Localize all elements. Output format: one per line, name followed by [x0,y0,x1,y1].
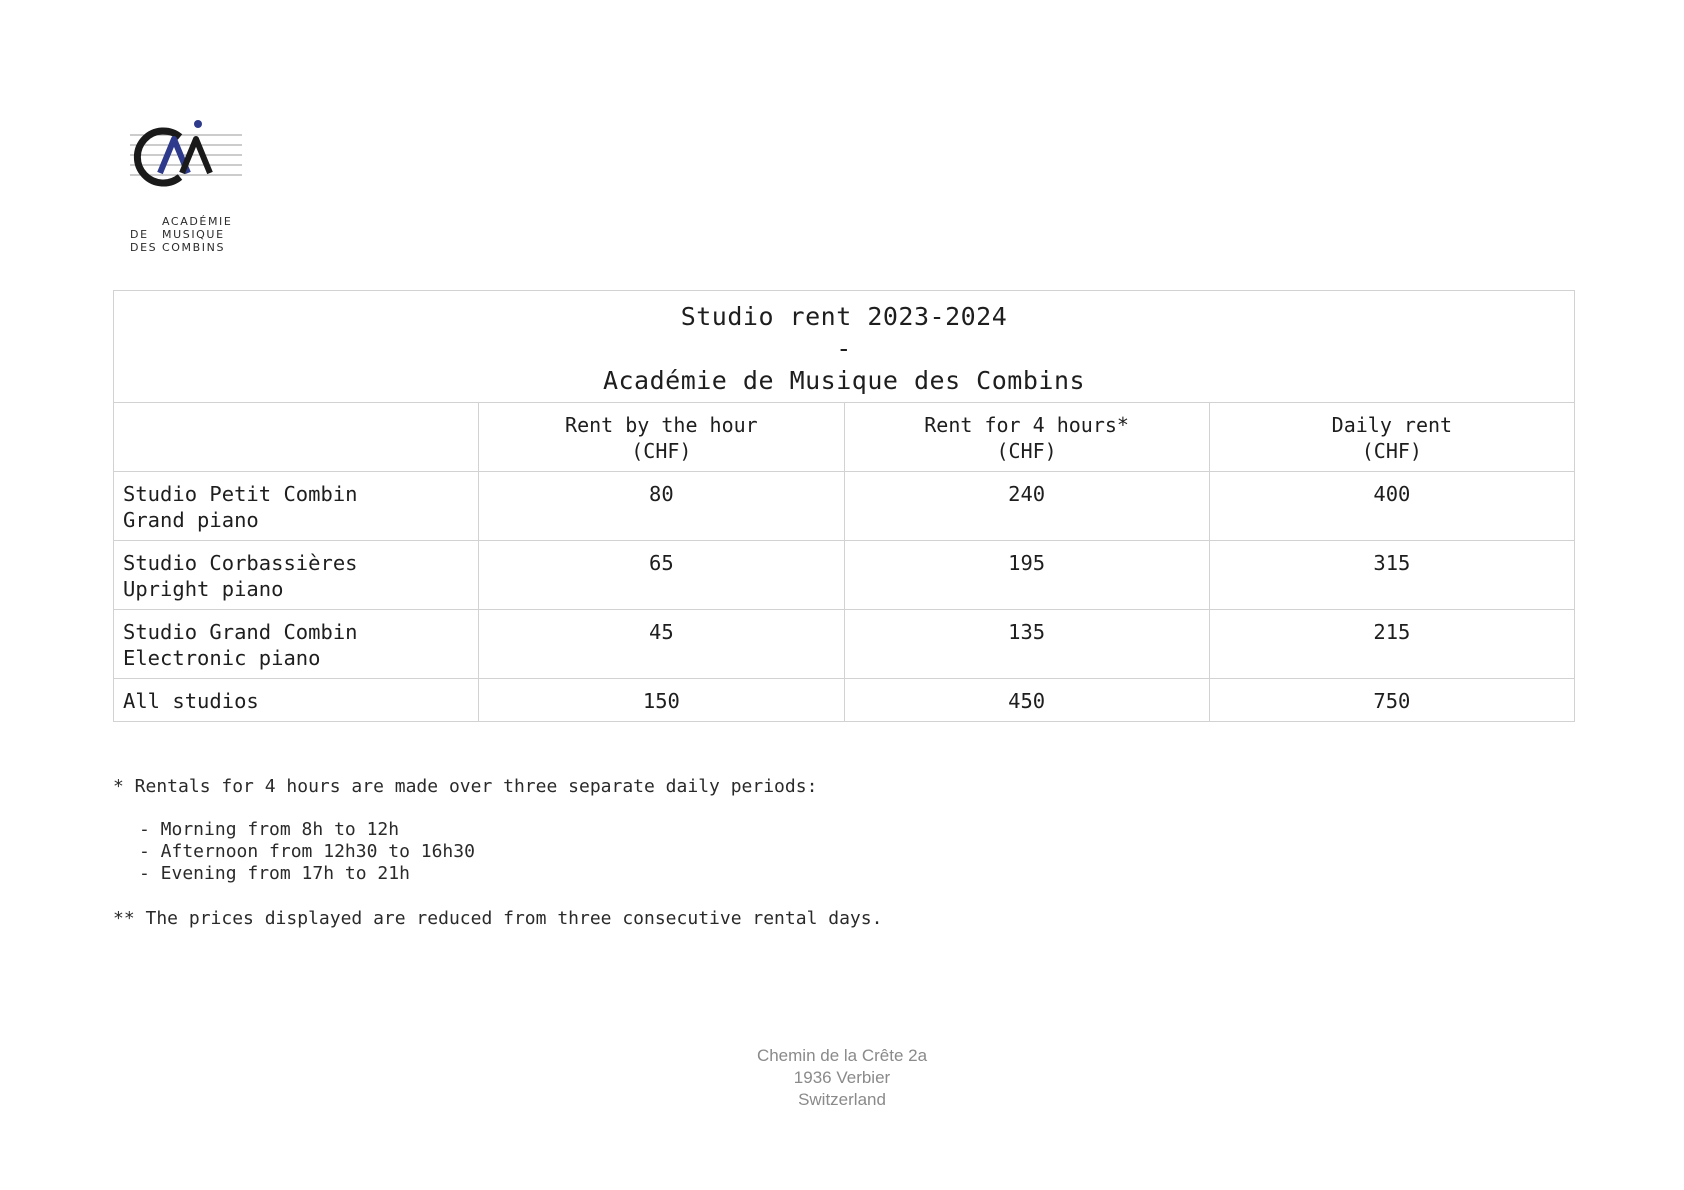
price-daily: 400 [1209,472,1574,541]
studio-name: Studio Petit Combin [123,482,358,506]
logo-word-musique: MUSIQUE [162,228,225,241]
column-header-hourly [479,403,844,472]
table-title [114,291,1575,403]
price-four-hours: 240 [844,472,1209,541]
studio-name-cell [114,541,479,610]
studio-rent-table [113,290,1575,722]
studio-name: Studio Grand Combin [123,620,358,644]
table-row [114,541,1575,610]
logo-wordmark [130,215,250,254]
address-country: Switzerland [798,1090,886,1109]
table-row [114,679,1575,722]
rental-periods-list [113,819,1313,885]
column-header-studio [114,403,479,472]
price-four-hours: 135 [844,610,1209,679]
column-header-four-hours [844,403,1209,472]
price-hourly: 150 [479,679,844,722]
column-header-unit: (CHF) [996,439,1057,463]
table-row [114,610,1575,679]
table-title-line: Académie de Musique des Combins [602,366,1086,395]
logo-word-combins: COMBINS [162,241,226,254]
studio-piano-type: Upright piano [123,577,284,601]
price-four-hours: 195 [844,541,1209,610]
column-header-unit: (CHF) [631,439,692,463]
logo-word-de: DE [130,228,149,241]
logo-word-academie: ACADÉMIE [162,215,233,228]
rental-notes [113,775,1313,931]
price-daily: 750 [1209,679,1574,722]
table-row [114,472,1575,541]
column-header-label: Rent by the hour [565,413,758,437]
studio-name-cell [114,610,479,679]
column-header-unit: (CHF) [1361,439,1422,463]
logo-word-des: DES [130,241,158,254]
column-header-label: Rent for 4 hours* [924,413,1129,437]
price-four-hours: 450 [844,679,1209,722]
column-header-daily [1209,403,1574,472]
list-item: - Evening from 17h to 21h [139,863,410,884]
studio-piano-type: Electronic piano [123,646,321,670]
studio-name: All studios [123,689,259,713]
price-daily: 315 [1209,541,1574,610]
list-item: - Afternoon from 12h30 to 16h30 [139,841,475,862]
address-footer [0,1045,1684,1111]
address-street: Chemin de la Crête 2a [756,1046,928,1065]
studio-name-cell [114,679,479,722]
footnote-reduced-prices: ** The prices displayed are reduced from three consecutive rental days. [113,908,883,929]
price-hourly: 80 [479,472,844,541]
price-hourly: 45 [479,610,844,679]
academy-logo [130,115,250,260]
price-daily: 215 [1209,610,1574,679]
studio-name-cell [114,472,479,541]
address-city: 1936 Verbier [793,1068,891,1087]
price-hourly: 65 [479,541,844,610]
column-header-label: Daily rent [1331,413,1453,437]
table-title-separator: - [836,334,852,363]
academy-logo-icon [130,115,250,195]
table-title-line: Studio rent 2023-2024 [680,302,1008,331]
studio-piano-type: Grand piano [123,508,259,532]
list-item: - Morning from 8h to 12h [139,819,400,840]
footnote-four-hours: * Rentals for 4 hours are made over three separate daily periods: [113,776,818,797]
studio-name: Studio Corbassières [123,551,358,575]
